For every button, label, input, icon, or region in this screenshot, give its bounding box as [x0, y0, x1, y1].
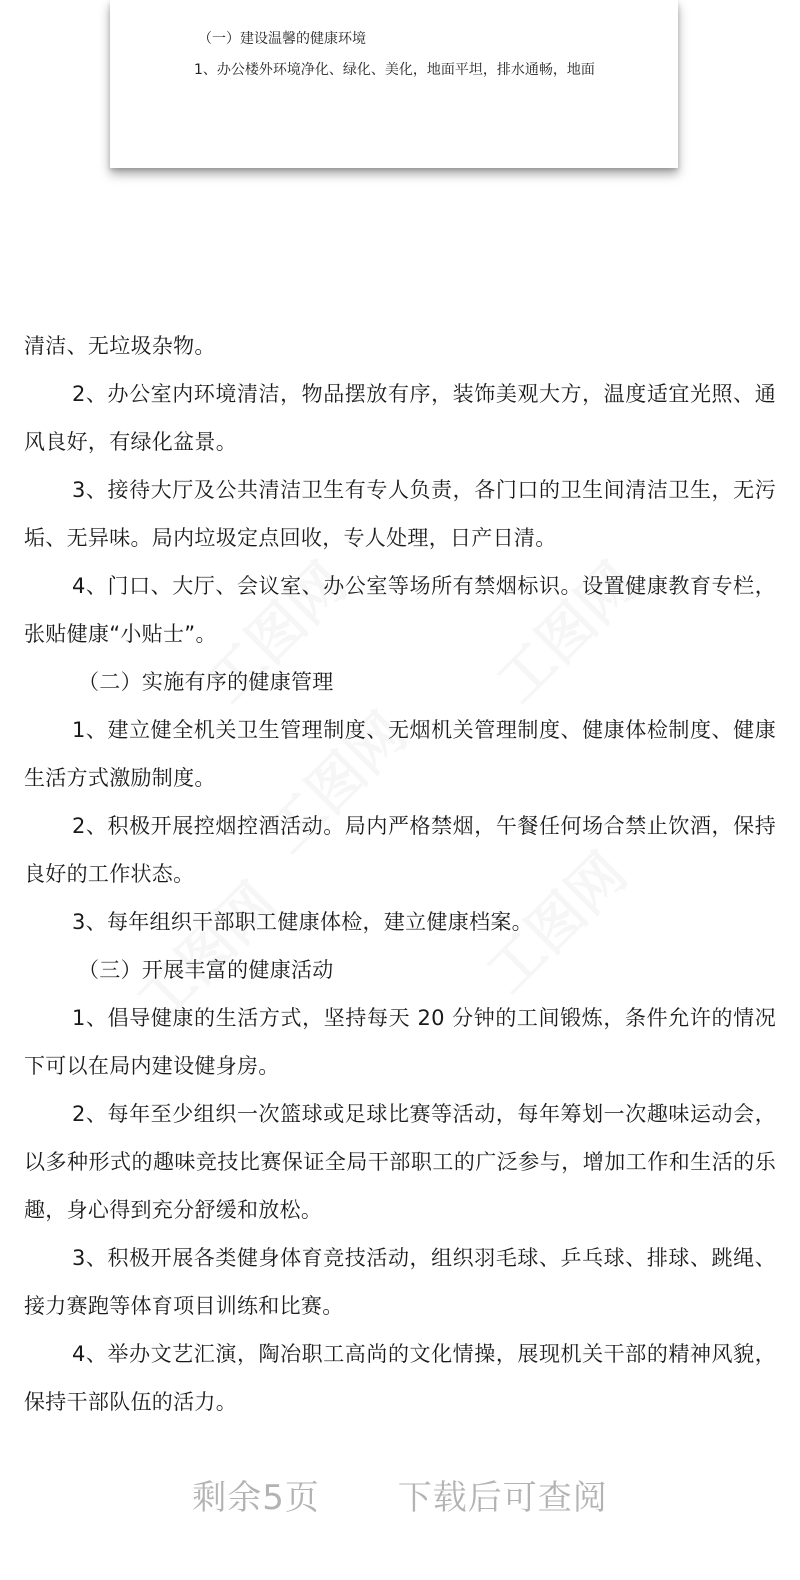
body-paragraph: 2、每年至少组织一次篮球或足球比赛等活动，每年筹划一次趣味运动会，以多种形式的趣味竞技比赛保证全局干部职工的广泛参与，增加工作和生活的乐趣，身心得到充分舒缓和放松。 [24, 1102, 776, 1222]
remaining-pages-label[interactable]: 剩余5页 [192, 1478, 320, 1518]
page-preview-card [110, 0, 678, 168]
body-paragraph: 3、每年组织干部职工健康体检，建立健康档案。 [72, 910, 533, 934]
section-heading: （三）开展丰富的健康活动 [78, 958, 334, 982]
section-heading: （二）实施有序的健康管理 [78, 670, 334, 694]
body-paragraph: 1、倡导健康的生活方式，坚持每天 20 分钟的工间锻炼，条件允许的情况下可以在局内建设健身房。 [24, 1006, 776, 1078]
body-paragraph: 3、积极开展各类健身体育竞技活动，组织羽毛球、乒乓球、排球、跳绳、接力赛跑等体育项目训练和比赛。 [24, 1246, 776, 1318]
document-body [24, 322, 776, 1426]
body-paragraph: 1、建立健全机关卫生管理制度、无烟机关管理制度、健康体检制度、健康生活方式激励制度。 [24, 718, 776, 790]
card-section-heading: （一）建设温馨的健康环境 [198, 31, 366, 47]
download-prompt[interactable] [0, 1470, 800, 1519]
body-paragraph: 2、办公室内环境清洁，物品摆放有序，装饰美观大方，温度适宜光照、通风良好，有绿化盆景。 [24, 382, 776, 454]
body-paragraph: 4、举办文艺汇演，陶冶职工高尚的文化情操，展现机关干部的精神风貌，保持干部队伍的活力。 [24, 1342, 776, 1414]
body-paragraph: 清洁、无垃圾杂物。 [24, 334, 216, 358]
body-paragraph: 3、接待大厅及公共清洁卫生有专人负责，各门口的卫生间清洁卫生，无污垢、无异味。局内垃圾定点回收，专人处理，日产日清。 [24, 478, 776, 550]
card-text-line: 1、办公楼外环境净化、绿化、美化，地面平坦，排水通畅，地面 [194, 62, 595, 78]
download-to-read-label[interactable]: 下载后可查阅 [397, 1478, 608, 1518]
body-paragraph: 4、门口、大厅、会议室、办公室等场所有禁烟标识。设置健康教育专栏，张贴健康“小贴士”。 [24, 574, 776, 646]
body-paragraph: 2、积极开展控烟控酒活动。局内严格禁烟，午餐任何场合禁止饮酒，保持良好的工作状态。 [24, 814, 776, 886]
